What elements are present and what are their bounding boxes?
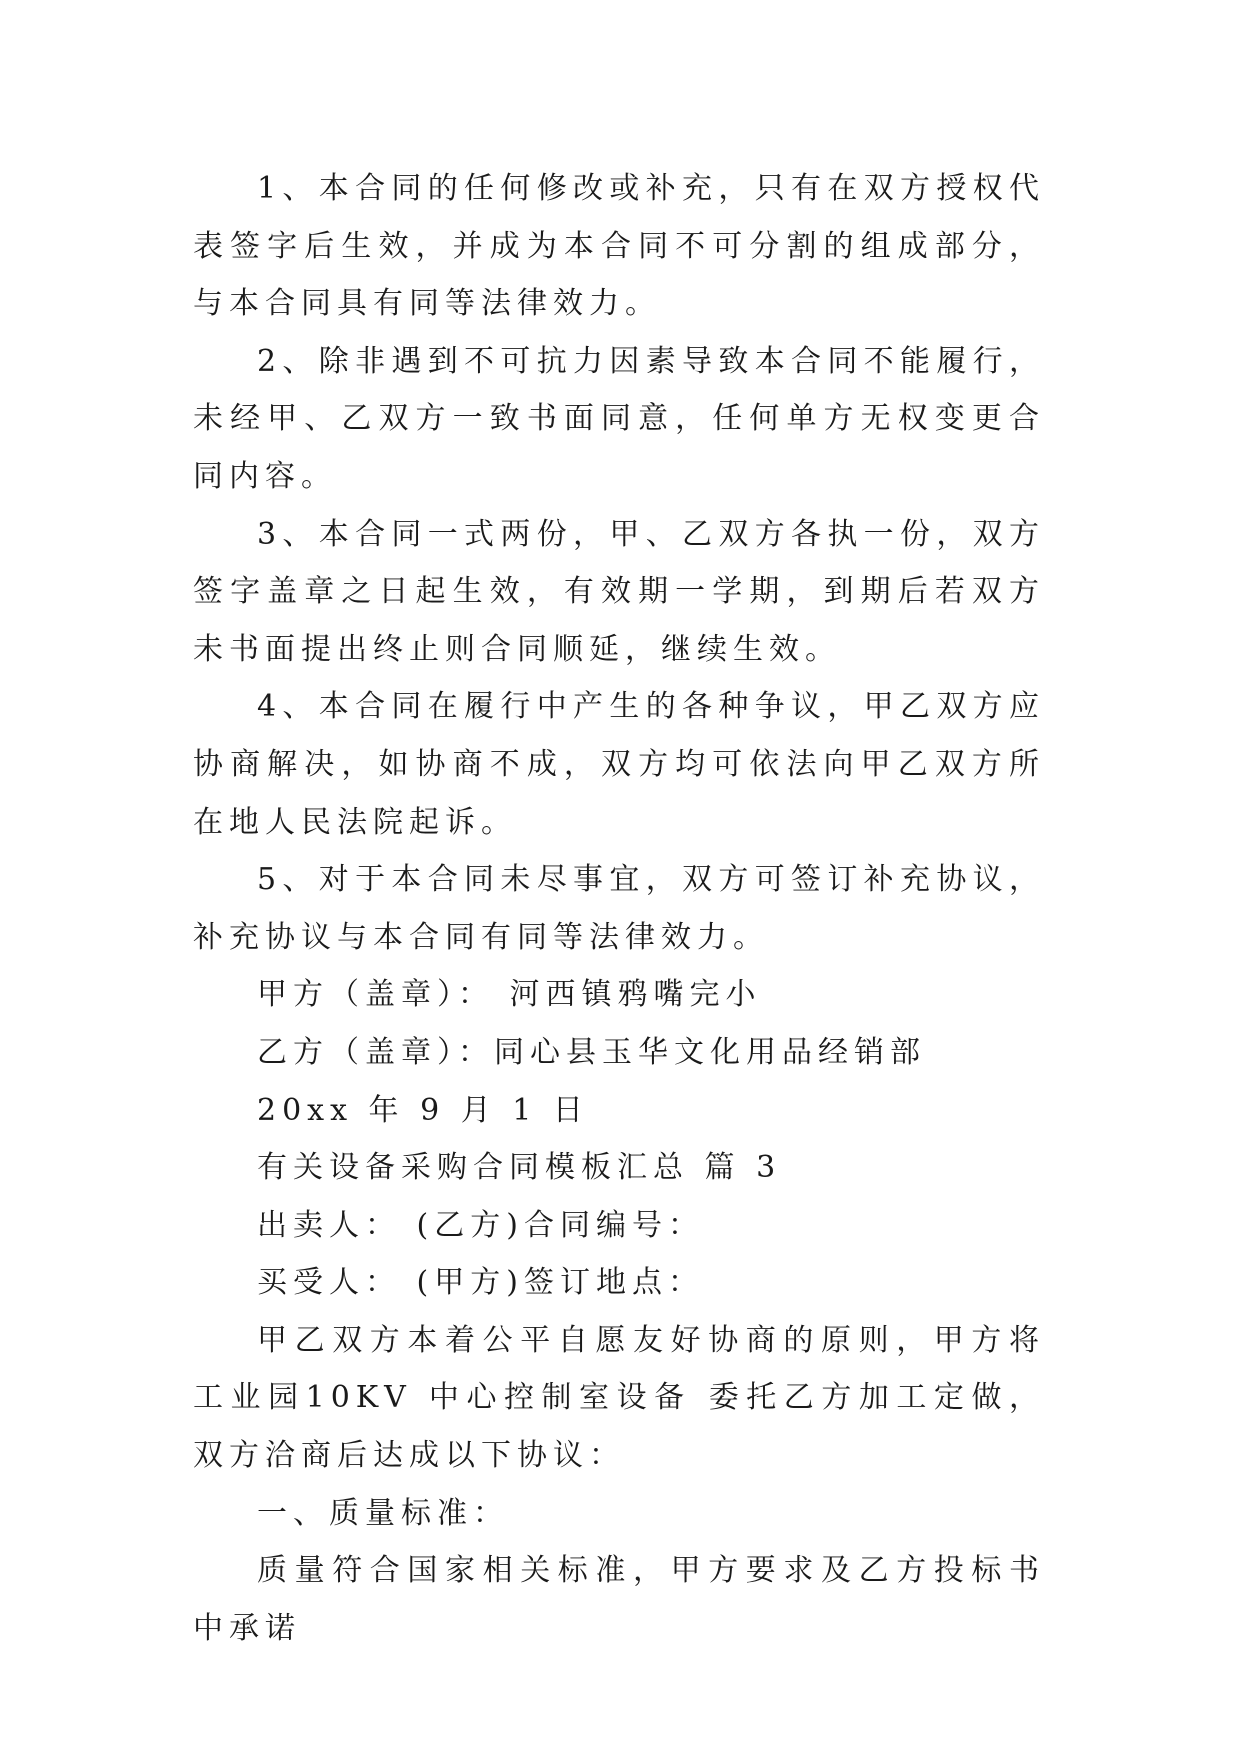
party-b-signature: 乙方（盖章）：同心县玉华文化用品经销部 <box>257 1034 926 1070</box>
clause-2: 2、除非遇到不可抗力因素导致本合同不能履行，未经甲、乙双方一致书面同意，任何单方无权变更合同内容。 <box>193 343 1045 494</box>
party-a-signature: 甲方（盖章）： 河西镇鸦嘴完小 <box>257 977 762 1013</box>
clause-4: 4、本合同在履行中产生的各种争议，甲乙双方应协商解决，如协商不成，双方均可依法向甲乙双方所在地人民法院起诉。 <box>193 689 1045 840</box>
signing-date: 20xx 年 9 月 1 日 <box>257 1092 589 1128</box>
clause-5: 5、对于本合同未尽事宜，双方可签订补充协议，补充协议与本合同有同等法律效力。 <box>193 862 1045 955</box>
clause-1: 1、本合同的任何修改或补充，只有在双方授权代表签字后生效，并成为本合同不可分割的组成部分，与本合同具有同等法律效力。 <box>193 171 1045 322</box>
quality-paragraph: 质量符合国家相关标准，甲方要求及乙方投标书中承诺 <box>193 1553 1045 1646</box>
heading-quality-standard: 一、质量标准： <box>257 1495 509 1531</box>
document-body <box>193 160 1045 1657</box>
clause-3: 3、本合同一式两份，甲、乙双方各执一份，双方签字盖章之日起生效，有效期一学期，到期后若双方未书面提出终止则合同顺延，继续生效。 <box>193 516 1045 667</box>
seller-line: 出卖人： (乙方)合同编号： <box>257 1207 704 1243</box>
section-title: 有关设备采购合同模板汇总 篇 3 <box>257 1150 782 1186</box>
intro-paragraph: 甲乙双方本着公平自愿友好协商的原则，甲方将工业园10KV 中心控制室设备 委托乙方加工定做，双方洽商后达成以下协议： <box>193 1322 1045 1474</box>
buyer-line: 买受人： (甲方)签订地点： <box>257 1265 704 1301</box>
